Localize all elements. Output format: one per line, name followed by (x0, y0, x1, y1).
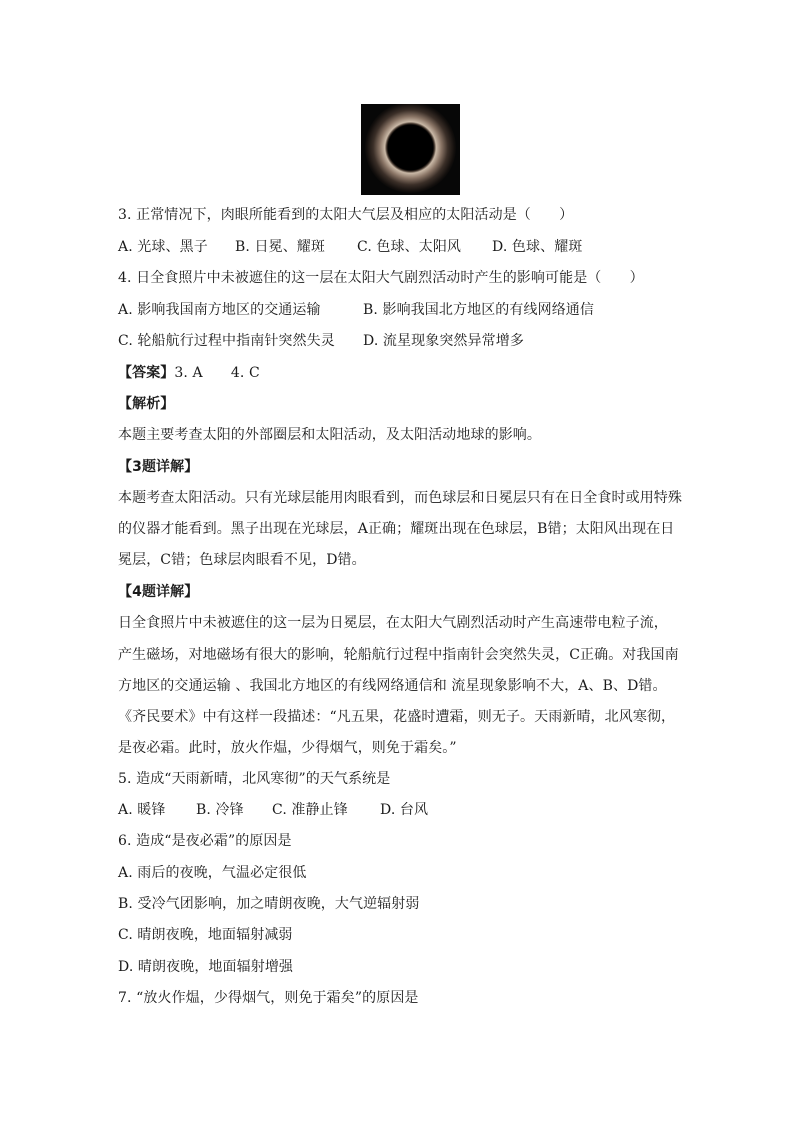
detail4-line-2: 产生磁场，对地磁场有很大的影响，轮船航行过程中指南针会突然失灵，C正确。对我国南 (118, 647, 679, 663)
detail3-line-1: 本题考查太阳活动。只有光球层能用肉眼看到，而色球层和日冕层只有在日全食时或用特殊 (118, 490, 682, 506)
q5-option-b: B. 冷锋 (196, 802, 244, 818)
q3-option-a: A. 光球、黑子 (118, 239, 208, 255)
passage-line-1: 《齐民要术》中有这样一段描述：“凡五果，花盛时遭霜，则无子。天雨新晴，北风寒彻， (118, 709, 676, 725)
detail3-line-2: 的仪器才能看到。黑子出现在光球层，A正确；耀斑出现在色球层，B错；太阳风出现在日 (118, 521, 675, 537)
detail3-line-3: 冕层，C错；色球层肉眼看不见，D错。 (118, 552, 366, 568)
q5-option-c: C. 准静止锋 (272, 802, 348, 818)
q3-stem: 3. 正常情况下，肉眼所能看到的太阳大气层及相应的太阳活动是（ ） (118, 207, 574, 223)
q5-options (118, 800, 428, 820)
detail4-line-1: 日全食照片中未被遮住的这一层为日冕层，在太阳大气剧烈活动时产生高速带电粒子流， (118, 615, 668, 631)
q3-option-c: C. 色球、太阳风 (357, 239, 462, 255)
q6-option-d: D. 晴朗夜晚，地面辐射增强 (118, 959, 294, 975)
q6-option-a: A. 雨后的夜晚，气温必定很低 (118, 865, 307, 881)
solar-eclipse-photo (361, 104, 460, 195)
q4-option-a: A. 影响我国南方地区的交通运输 (118, 302, 321, 318)
q5-option-d: D. 台风 (380, 802, 429, 818)
q4-stem: 4. 日全食照片中未被遮住的这一层在太阳大气剧烈活动时产生的影响可能是（ ） (118, 270, 644, 286)
q4-option-d: D. 流星现象突然异常增多 (363, 333, 524, 349)
q5-option-a: A. 暖锋 (118, 802, 166, 818)
q3-option-b: B. 日冕、耀斑 (235, 239, 325, 255)
q4-option-c: C. 轮船航行过程中指南针突然失灵 (118, 333, 335, 349)
q5-stem: 5. 造成“天雨新晴，北风寒彻”的天气系统是 (118, 771, 391, 787)
answer-label: 【答案】 (118, 365, 175, 381)
analysis-label: 【解析】 (118, 396, 175, 412)
detail3-label: 【3题详解】 (118, 459, 199, 475)
q4-options-row2 (118, 331, 524, 351)
q3-option-d: D. 色球、耀斑 (492, 239, 583, 255)
q3-options (118, 237, 582, 257)
q6-option-b: B. 受冷气团影响，加之晴朗夜晚，大气逆辐射弱 (118, 896, 420, 912)
answer-line (118, 363, 260, 383)
q6-stem: 6. 造成“是夜必霜”的原因是 (118, 833, 292, 849)
q7-stem: 7. “放火作煴，少得烟气，则免于霜矣”的原因是 (118, 990, 419, 1006)
answer-text: 3. A 4. C (174, 365, 260, 381)
q6-option-c: C. 晴朗夜晚，地面辐射减弱 (118, 927, 293, 943)
passage-line-2: 是夜必霜。此时，放火作煴，少得烟气，则免于霜矣。” (118, 740, 457, 756)
analysis-text: 本题主要考查太阳的外部圈层和太阳活动，及太阳活动地球的影响。 (118, 427, 541, 443)
q4-options-row1 (118, 300, 594, 320)
q4-option-b: B. 影响我国北方地区的有线网络通信 (363, 302, 594, 318)
detail4-label: 【4题详解】 (118, 584, 199, 600)
eclipse-corona (365, 104, 456, 193)
detail4-line-3: 方地区的交通运输 、我国北方地区的有线网络通信和 流星现象影响不大，A、B、D错。 (118, 678, 667, 694)
